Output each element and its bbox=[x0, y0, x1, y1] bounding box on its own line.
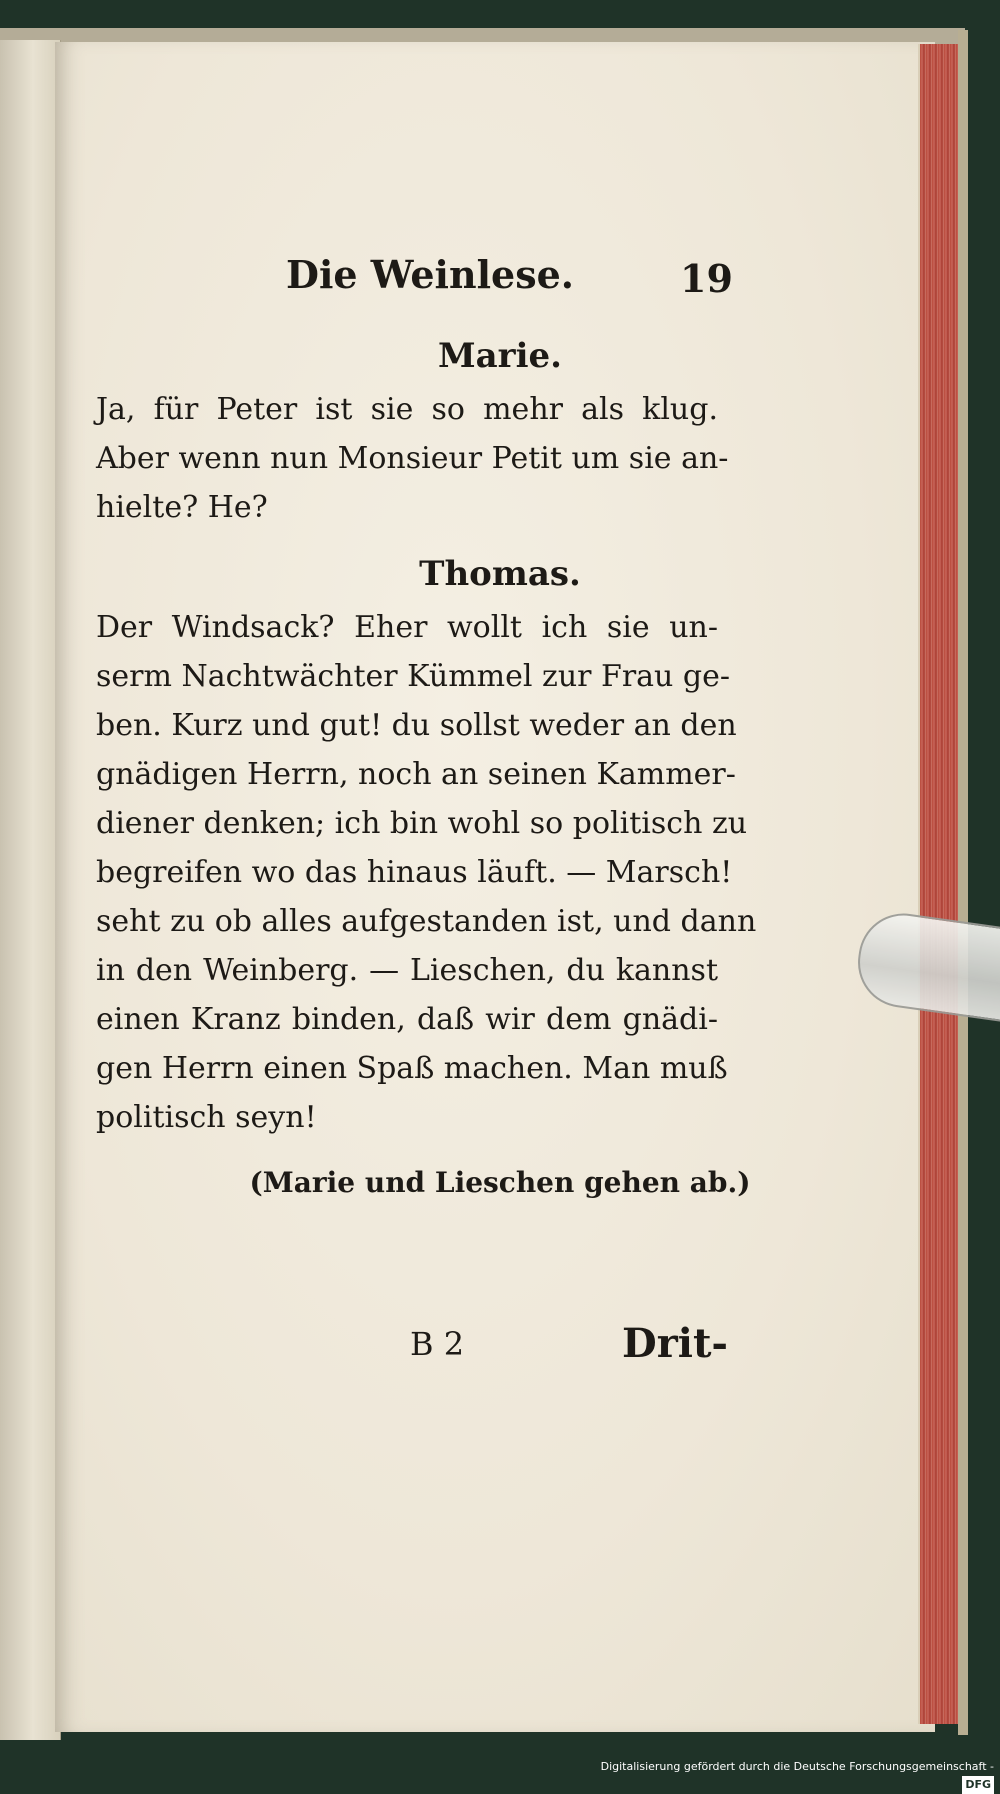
text-line: gnädigen Herrn, noch an seinen Kammer- bbox=[96, 757, 736, 792]
running-title: Die Weinlese. bbox=[286, 252, 575, 297]
text-line: politisch seyn! bbox=[96, 1100, 317, 1135]
text-line: begreifen wo das hinaus läuft. — Marsch! bbox=[96, 855, 733, 890]
text-line: Ja, für Peter ist sie so mehr als klug. bbox=[96, 392, 718, 427]
text-line: einen Kranz binden, daß wir dem gnädi- bbox=[96, 1002, 718, 1037]
text-line: gen Herrn einen Spaß machen. Man muß bbox=[96, 1051, 728, 1086]
text-line: seht zu ob alles aufgestanden ist, und dann bbox=[96, 904, 757, 939]
text-line: serm Nachtwächter Kümmel zur Frau ge- bbox=[96, 659, 731, 694]
signature-mark: B 2 bbox=[410, 1325, 465, 1363]
dfg-logo: DFG bbox=[962, 1776, 994, 1794]
speaker-name-marie: Marie. bbox=[438, 336, 562, 376]
text-line: Der Windsack? Eher wollt ich sie un- bbox=[96, 610, 718, 645]
text-line: ben. Kurz und gut! du sollst weder an den bbox=[96, 708, 737, 743]
text-line: in den Weinberg. — Lieschen, du kannst bbox=[96, 953, 718, 988]
credit-text: Digitalisierung gefördert durch die Deutsche Forschungsgemeinschaft - bbox=[600, 1760, 994, 1773]
stage-direction: (Marie und Lieschen gehen ab.) bbox=[249, 1166, 751, 1199]
text-line: Aber wenn nun Monsieur Petit um sie an- bbox=[96, 441, 729, 476]
digitization-credit bbox=[600, 1758, 994, 1791]
catchword: Drit- bbox=[622, 1320, 729, 1367]
page-number: 19 bbox=[680, 256, 733, 301]
speaker-name-thomas: Thomas. bbox=[419, 554, 581, 594]
text-line: hielte? He? bbox=[96, 490, 268, 525]
text-line: diener denken; ich bin wohl so politisch zu bbox=[96, 806, 748, 841]
